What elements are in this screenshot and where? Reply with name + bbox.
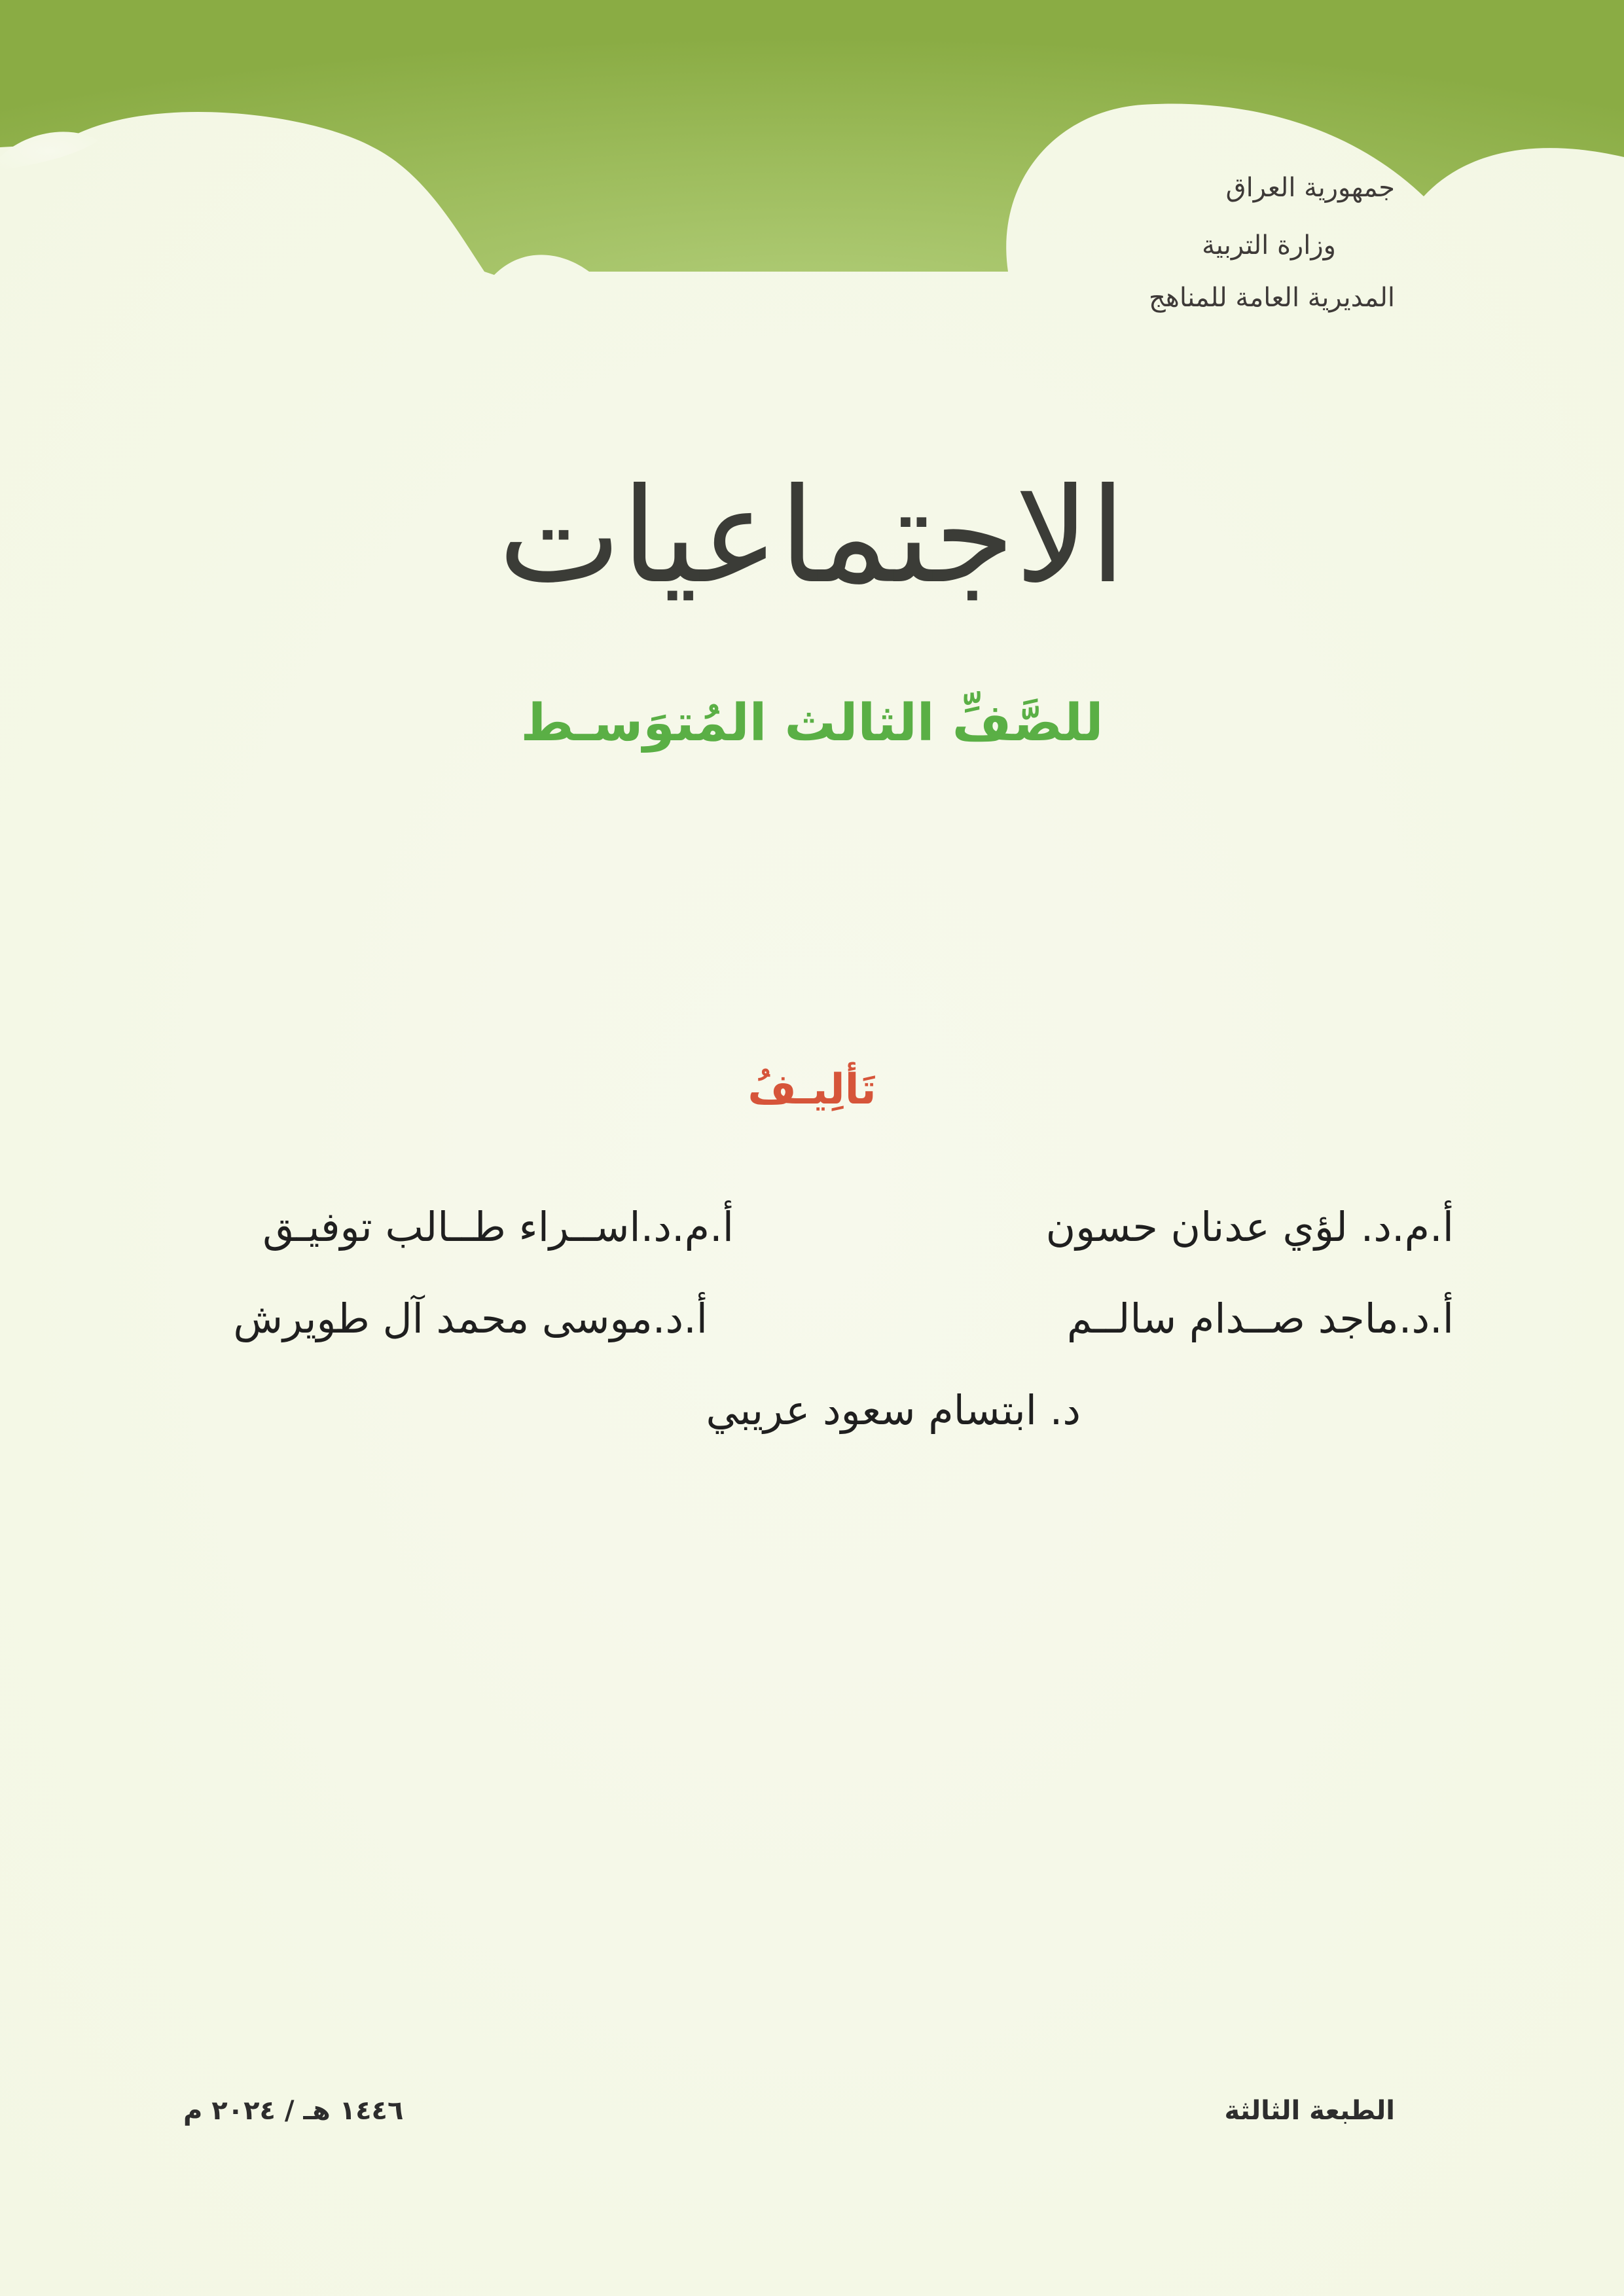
- author-5: د. ابتسام سعود عريبي: [706, 1386, 1081, 1434]
- ministry-name: وزارة التربية: [1202, 230, 1336, 260]
- book-subtitle: للصَّفِّ الثالث المُتوَسـط: [520, 694, 1104, 753]
- country-name: جمهورية العراق: [1225, 173, 1395, 203]
- directorate-name: المديرية العامة للمناهج: [1148, 283, 1395, 313]
- book-title: الاجتماعيات: [497, 460, 1127, 613]
- author-4: أ.د.موسى محمد آل طويرش: [233, 1295, 708, 1342]
- edition-label: الطبعة الثالثة: [1224, 2096, 1395, 2126]
- publication-date: ١٤٤٦ هـ / ٢٠٢٤ م: [183, 2096, 404, 2126]
- author-2: أ.م.د.اســراء طــالب توفيـق: [262, 1203, 734, 1251]
- author-3: أ.د.ماجد صــدام سالــم: [1066, 1295, 1454, 1342]
- authorship-label: تَألِيـفُ: [748, 1066, 876, 1114]
- author-1: أ.م.د. لؤي عدنان حسون: [1045, 1203, 1454, 1251]
